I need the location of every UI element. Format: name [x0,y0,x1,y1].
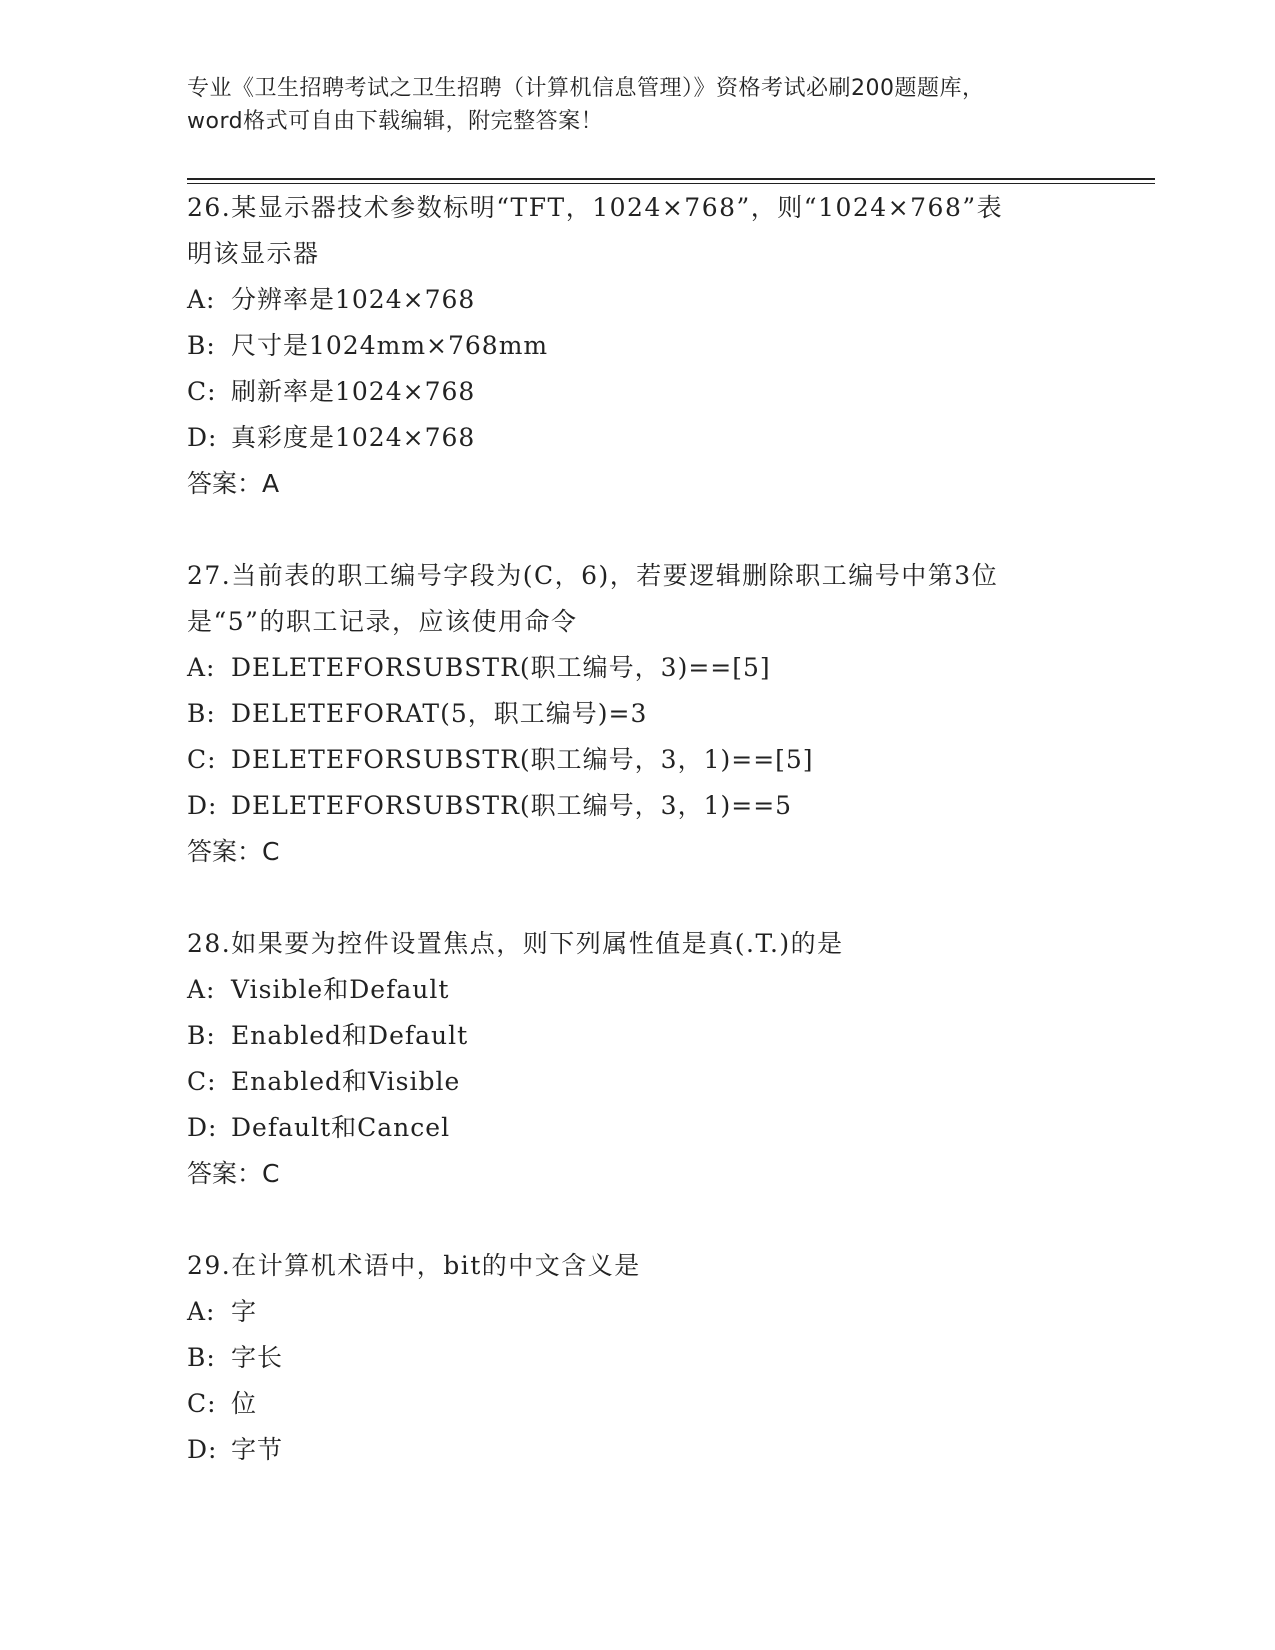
option-d [187,1105,1087,1151]
option-b [187,323,1087,369]
answer-line: 答案：A [187,469,280,498]
option-text: Enabled和Visible [231,1067,461,1096]
option-letter: C: [187,745,217,774]
option-text: 尺寸是1024mm×768mm [231,331,549,360]
option-text: 字 [231,1297,258,1326]
question-stem-continued: 是“5”的职工记录，应该使用命令 [187,607,578,636]
option-text: 分辨率是1024×768 [231,285,476,314]
option-a [187,1289,1087,1335]
option-letter: D: [187,1435,218,1464]
header-divider-thin [187,183,1155,184]
option-text: 真彩度是1024×768 [231,423,476,452]
question-stem-continued: 明该显示器 [187,239,320,268]
option-letter: D: [187,423,218,452]
option-b [187,1013,1087,1059]
option-text: DELETEFORAT(5，职工编号)=3 [231,699,648,728]
option-letter: C: [187,377,217,406]
option-letter: A: [187,653,216,682]
option-text: Visible和Default [231,975,450,1004]
option-letter: B: [187,331,216,360]
option-text: 字节 [231,1435,284,1464]
question-stem: 26.某显示器技术参数标明“TFT，1024×768”，则“1024×768”表 [187,193,1004,222]
option-c [187,737,1087,783]
option-a [187,645,1087,691]
option-letter: A: [187,975,216,1004]
question-29 [187,1243,1087,1473]
option-b [187,1335,1087,1381]
option-text: DELETEFORSUBSTR(职工编号，3，1)==5 [231,791,793,820]
document-header [187,72,1087,138]
header-divider-thick [187,178,1155,180]
option-text: 刷新率是1024×768 [231,377,476,406]
option-text: DELETEFORSUBSTR(职工编号，3)==[5] [231,653,771,682]
answer-line: 答案：C [187,837,280,866]
option-letter: C: [187,1389,217,1418]
question-stem: 28.如果要为控件设置焦点，则下列属性值是真(.T.)的是 [187,929,844,958]
option-a [187,277,1087,323]
question-28 [187,921,1087,1197]
option-letter: A: [187,1297,216,1326]
answer-line: 答案：C [187,1159,280,1188]
option-text: Default和Cancel [231,1113,451,1142]
option-letter: B: [187,1021,216,1050]
option-text: 字长 [231,1343,284,1372]
option-d [187,415,1087,461]
option-c [187,1059,1087,1105]
option-text: DELETEFORSUBSTR(职工编号，3，1)==[5] [231,745,814,774]
option-letter: C: [187,1067,217,1096]
option-b [187,691,1087,737]
option-text: Enabled和Default [231,1021,469,1050]
header-line-2: word格式可自由下载编辑，附完整答案！ [187,109,604,134]
option-letter: B: [187,699,216,728]
option-a [187,967,1087,1013]
option-letter: A: [187,285,216,314]
header-line-1: 专业《卫生招聘考试之卫生招聘（计算机信息管理）》资格考试必刷200题题库， [187,76,985,101]
option-letter: B: [187,1343,216,1372]
option-d [187,783,1087,829]
question-stem: 29.在计算机术语中，bit的中文含义是 [187,1251,641,1280]
option-text: 位 [231,1389,258,1418]
option-c [187,1381,1087,1427]
option-letter: D: [187,791,218,820]
option-c [187,369,1087,415]
option-letter: D: [187,1113,218,1142]
option-d [187,1427,1087,1473]
question-27 [187,553,1087,875]
question-26 [187,185,1087,507]
question-stem: 27.当前表的职工编号字段为(C，6)，若要逻辑删除职工编号中第3位 [187,561,999,590]
